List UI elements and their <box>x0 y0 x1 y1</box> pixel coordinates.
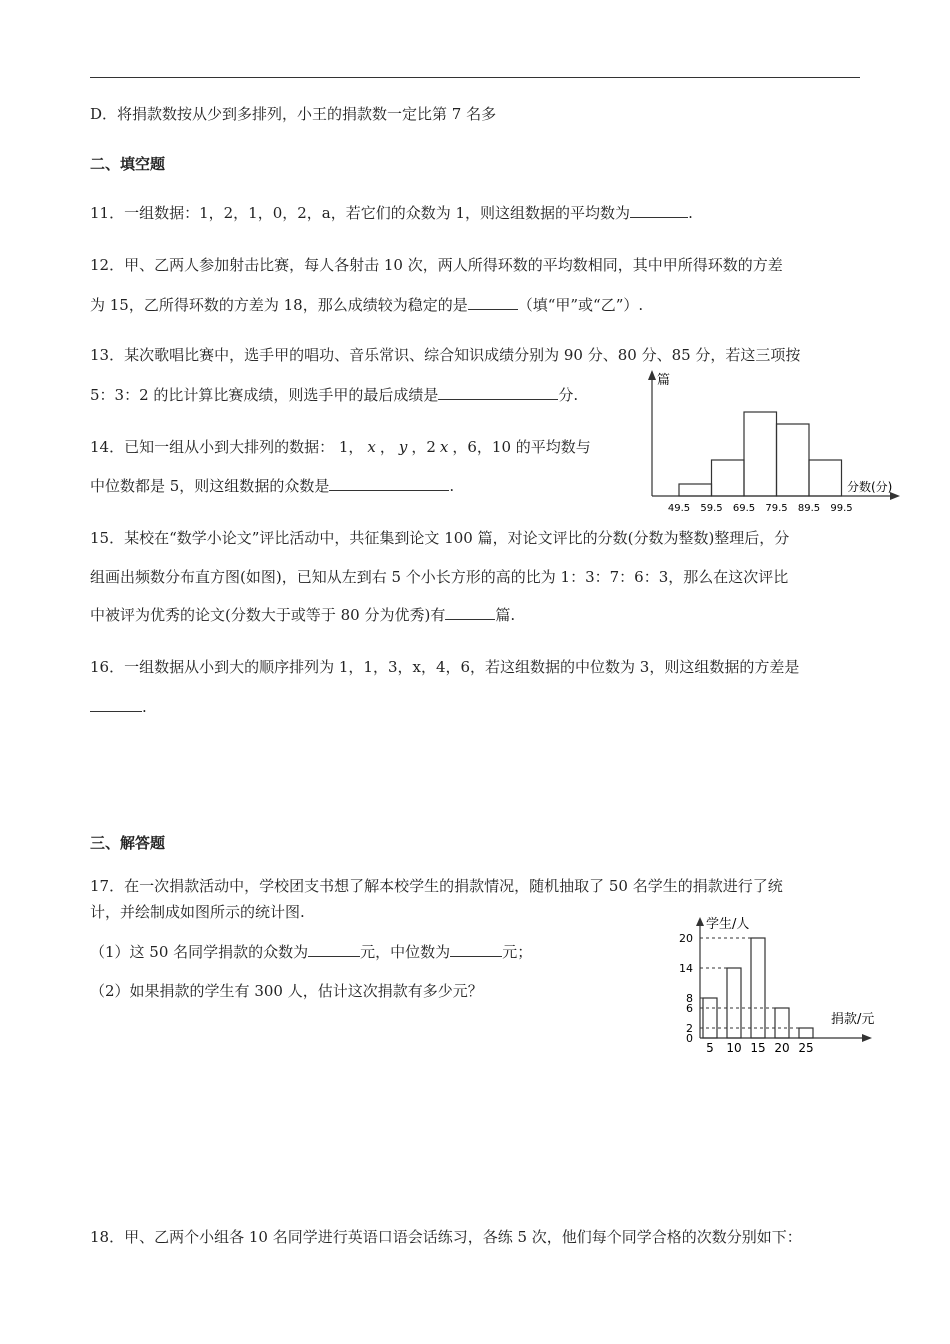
q16-blank[interactable] <box>90 697 142 712</box>
section-3-title: 三、解答题 <box>90 834 166 852</box>
histogram-bar <box>777 424 810 496</box>
q17-part1-text-c: 元； <box>502 943 533 961</box>
histogram-y-label: 篇 <box>657 373 671 388</box>
histogram-bar <box>744 412 777 496</box>
question-14-line-1 <box>90 437 591 457</box>
option-d: D．将捐款数按从少到多排列，小王的捐款数一定比第 7 名多 <box>90 105 497 123</box>
donation-bar <box>703 998 717 1038</box>
q11-end: . <box>688 204 693 222</box>
q17-blank-median[interactable] <box>450 942 502 957</box>
histogram-bar <box>712 460 745 496</box>
section-2-title: 二、填空题 <box>90 155 166 173</box>
q13-text: 5：3：2 的比计算比赛成绩，则选手甲的最后成绩是 <box>90 386 439 404</box>
q15-blank[interactable] <box>445 605 495 620</box>
donation-x-tick: 10 <box>726 1041 742 1055</box>
donation-y-tick: 2 <box>686 1022 693 1035</box>
q13-blank[interactable] <box>438 385 558 400</box>
question-17-part-1 <box>90 942 532 962</box>
histogram-x-tick: 79.5 <box>765 503 788 514</box>
q14-text-end: ，6，10 的平均数与 <box>452 438 591 456</box>
donation-y-label: 学生/人 <box>706 917 750 932</box>
donation-x-tick: 20 <box>774 1041 790 1055</box>
donation-bar <box>775 1008 789 1038</box>
q14-var-2x: x <box>439 438 449 456</box>
q14-text-2: 中位数都是 5，则这组数据的众数是 <box>90 477 330 495</box>
q12-blank[interactable] <box>468 295 518 310</box>
q17-blank-mode[interactable] <box>308 942 360 957</box>
histogram-x-tick: 99.5 <box>830 503 853 514</box>
histogram-x-tick: 89.5 <box>797 503 821 514</box>
histogram-bar <box>679 484 712 496</box>
q12-text: 为 15，乙所得环数的方差为 18，那么成绩较为稳定的是 <box>90 296 468 314</box>
q16-end: . <box>142 698 147 716</box>
header-rule <box>90 77 860 78</box>
donation-y-tick: 14 <box>679 962 693 975</box>
donation-bar <box>799 1028 813 1038</box>
q13-end: 分. <box>558 386 579 404</box>
donation-x-tick: 15 <box>750 1041 766 1055</box>
donation-bar <box>751 938 765 1038</box>
question-14-line-2 <box>90 476 454 496</box>
histogram-y-arrow <box>648 370 656 380</box>
q11-blank[interactable] <box>630 203 688 218</box>
donation-x-tick: 25 <box>798 1041 814 1055</box>
q15-text: 中被评为优秀的论文(分数大于或等于 80 分为优秀)有 <box>90 606 446 624</box>
question-13-line-2 <box>90 385 578 405</box>
q17-part1-text-a: （1）这 50 名同学捐款的众数为 <box>90 943 309 961</box>
q11-text: 11．一组数据：1，2，1，0，2，a，若它们的众数为 1，则这组数据的平均数为 <box>90 204 631 222</box>
question-17-line-1: 17．在一次捐款活动中，学校团支书想了解本校学生的捐款情况，随机抽取了 50 名学生的捐款进行了统 <box>90 877 783 895</box>
q14-var-y: y <box>398 438 408 456</box>
question-11 <box>90 203 693 223</box>
donation-y-tick: 8 <box>686 992 693 1005</box>
question-16-line-1: 16．一组数据从小到大的顺序排列为 1，1，3，x，4，6，若这组数据的中位数为 3，则这组数据的方差是 <box>90 658 800 676</box>
q15-end: 篇. <box>495 606 516 624</box>
histogram-chart <box>640 368 905 518</box>
question-13-line-1: 13．某次歌唱比赛中，选手甲的唱功、音乐常识、综合知识成绩分别为 90 分、80 分、85 分，若这三项按 <box>90 346 801 364</box>
question-17-line-2: 计，并绘制成如图所示的统计图. <box>90 903 305 921</box>
histogram-x-label: 分数(分) <box>847 480 893 494</box>
question-16-line-2 <box>90 697 147 717</box>
donation-chart <box>666 912 896 1058</box>
question-12-line-2 <box>90 295 643 315</box>
histogram-x-tick: 69.5 <box>732 503 756 514</box>
question-17-part-2: （2）如果捐款的学生有 300 人，估计这次捐款有多少元？ <box>90 982 483 1000</box>
histogram-x-tick: 49.5 <box>667 503 691 514</box>
donation-y-tick: 20 <box>679 932 693 945</box>
q14-blank[interactable] <box>329 476 449 491</box>
question-15-line-1: 15．某校在“数学小论文”评比活动中，共征集到论文 100 篇，对论文评比的分数(分数为整数)整理后，分 <box>90 529 790 547</box>
question-15-line-2: 组画出频数分布直方图(如图)，已知从左到右 5 个小长方形的高的比为 1：3：7：6：3，那么在这次评比 <box>90 568 789 586</box>
question-12-line-1: 12．甲、乙两人参加射击比赛，每人各射击 10 次，两人所得环数的平均数相同，其中甲所得环数的方差 <box>90 256 783 274</box>
donation-y-tick: 0 <box>686 1032 693 1045</box>
q17-part1-text-b: 元，中位数为 <box>360 943 451 961</box>
donation-y-tick: 6 <box>686 1002 693 1015</box>
donation-x-tick: 5 <box>706 1041 714 1055</box>
histogram-bar <box>809 460 842 496</box>
q14-text: 14．已知一组从小到大排列的数据： 1， <box>90 438 364 456</box>
q14-end: . <box>449 477 455 495</box>
question-18-line-1: 18．甲、乙两个小组各 10 名同学进行英语口语会话练习，各练 5 次，他们每个同学合格的次数分别如下： <box>90 1228 802 1246</box>
q12-end: （填“甲”或“乙”）. <box>517 296 644 314</box>
q14-sep-2: ，2 <box>411 438 436 456</box>
q14-var-x: x <box>367 438 376 456</box>
donation-y-arrow <box>696 917 704 926</box>
donation-x-label: 捐款/元 <box>831 1012 875 1027</box>
question-15-line-3 <box>90 605 515 625</box>
q14-sep-1: ， <box>379 438 395 456</box>
histogram-x-tick: 59.5 <box>700 503 723 514</box>
donation-x-arrow <box>862 1034 872 1042</box>
